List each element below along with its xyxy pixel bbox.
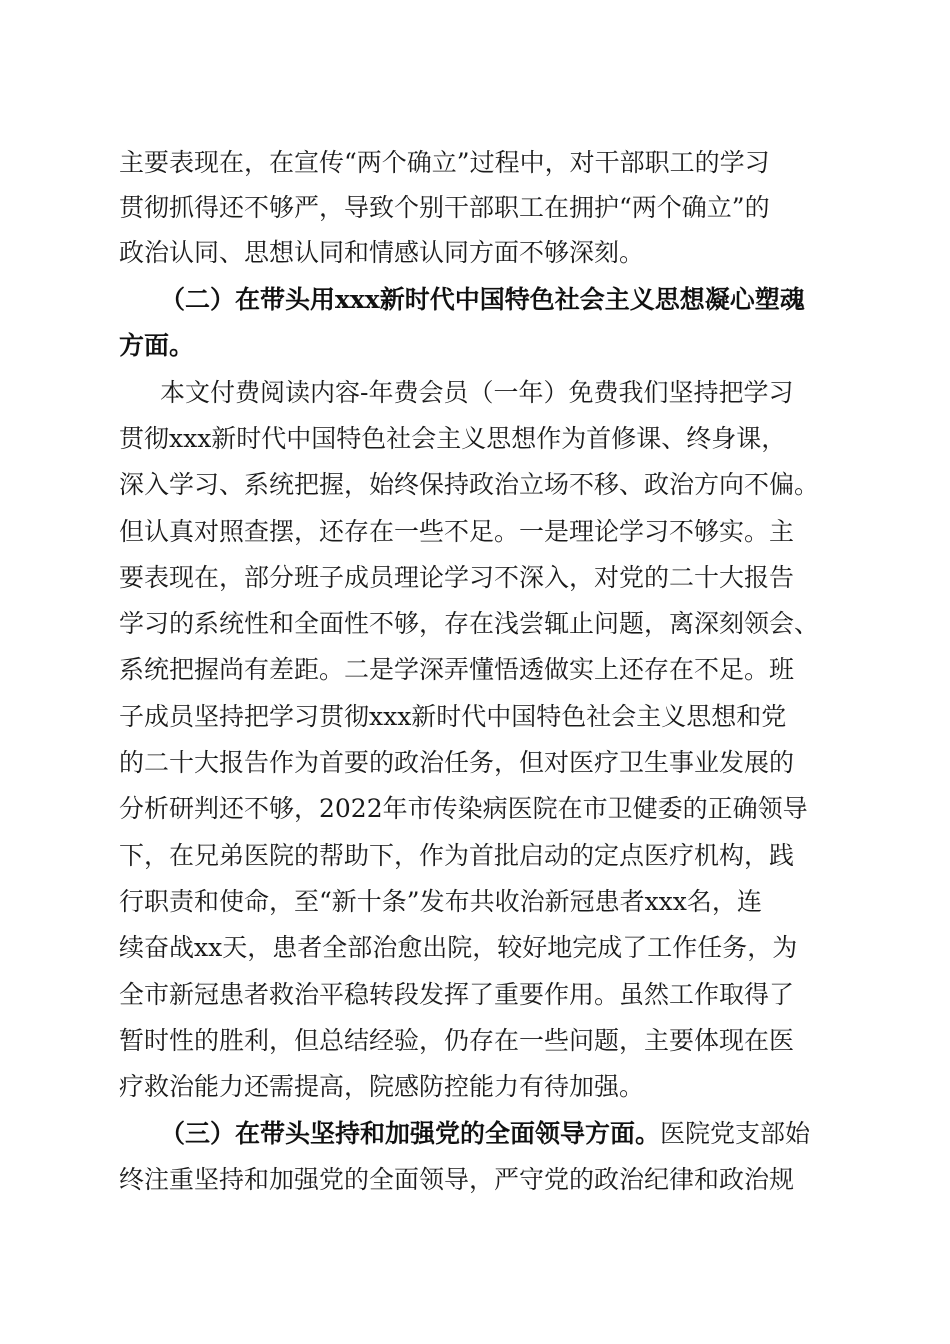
- section-heading-2-cont: 方面。: [119, 331, 195, 360]
- paragraph-line: 深入学习、系统把握，始终保持政治立场不移、政治方向不偏。: [119, 470, 820, 499]
- section-3-text: 医院党支部始: [660, 1119, 811, 1148]
- section-heading-2: （二）在带头用xxx新时代中国特色社会主义思想凝心塑魂: [160, 285, 805, 314]
- paragraph-line: 暂时性的胜利，但总结经验，仍存在一些问题，主要体现在医: [119, 1026, 795, 1055]
- paragraph-line: 续奋战xx天，患者全部治愈出院，较好地完成了工作任务，为: [119, 933, 798, 962]
- paragraph-line: 系统把握尚有差距。二是学深弄懂悟透做实上还存在不足。班: [119, 655, 795, 684]
- paragraph-line: 子成员坚持把学习贯彻xxx新时代中国特色社会主义思想和党: [119, 702, 787, 731]
- paragraph-line: 的二十大报告作为首要的政治任务，但对医疗卫生事业发展的: [119, 748, 795, 777]
- paragraph-line: 贯彻xxx新时代中国特色社会主义思想作为首修课、终身课，: [119, 424, 787, 453]
- paragraph-line: 要表现在，部分班子成员理论学习不深入，对党的二十大报告: [119, 563, 795, 592]
- paragraph-line: 学习的系统性和全面性不够，存在浅尝辄止问题，离深刻领会、: [119, 609, 820, 638]
- paragraph-line: 分析研判还不够，2022年市传染病医院在市卫健委的正确领导: [119, 794, 808, 823]
- paragraph-line: 行职责和使命，至“新十条”发布共收治新冠患者xxx名，连: [119, 887, 762, 916]
- paragraph-line: 疗救治能力还需提高，院感防控能力有待加强。: [119, 1072, 645, 1101]
- section-3-line: [160, 1112, 839, 1156]
- paragraph-line: 但认真对照查摆，还存在一些不足。一是理论学习不够实。主: [119, 517, 795, 546]
- paragraph-line: 政治认同、思想认同和情感认同方面不够深刻。: [119, 238, 645, 267]
- paragraph-line: 全市新冠患者救治平稳转段发挥了重要作用。虽然工作取得了: [119, 980, 795, 1009]
- paragraph-line: 本文付费阅读内容-年费会员（一年）免费我们坚持把学习: [160, 378, 794, 407]
- paragraph-line: 下，在兄弟医院的帮助下，作为首批启动的定点医疗机构，践: [119, 841, 795, 870]
- paragraph-line: 贯彻抓得还不够严，导致个别干部职工在拥护“两个确立”的: [119, 193, 770, 222]
- paragraph-line: 终注重坚持和加强党的全面领导，严守党的政治纪律和政治规: [119, 1165, 795, 1194]
- paragraph-line: 主要表现在，在宣传“两个确立”过程中，对干部职工的学习: [119, 148, 770, 177]
- section-heading-3: （三）在带头坚持和加强党的全面领导方面。: [160, 1119, 661, 1148]
